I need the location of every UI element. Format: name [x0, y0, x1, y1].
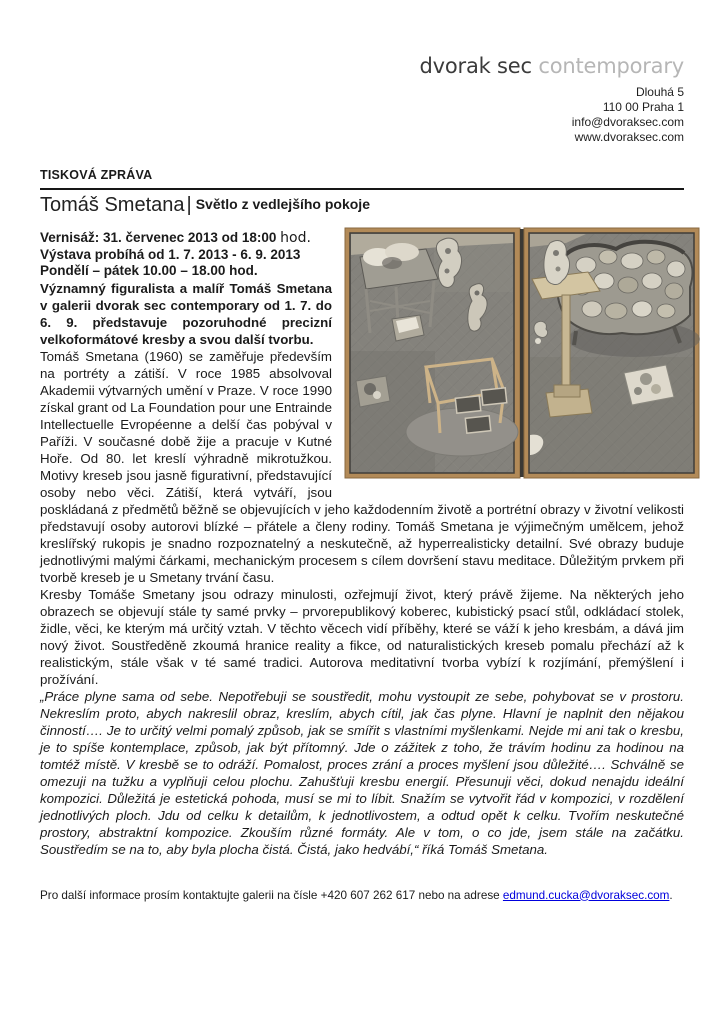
logo-secondary-text: contemporary: [538, 54, 684, 78]
contact-email-link[interactable]: edmund.cucka@dvoraksec.com: [502, 888, 670, 902]
title-separator: |: [186, 194, 192, 216]
gallery-address: [40, 85, 684, 145]
header-rule: [40, 188, 684, 190]
gallery-header: [40, 0, 684, 145]
artist-quote-paragraph: „Práce plyne sama od sebe. Nepotřebuji se soustředit, mohu vystoupit ze sebe, pohybovat se v prostoru. Nekreslím proto, abych nakreslil obraz, kreslím, abych cítil, jak čas plyne. Hlavní je naplnit den nějakou činností…. Je to určitý velmi pomalý způsob, jak se smířit s vlastními myšlenkami. Nejde mi ani tak o kresbu, je to spíše kontemplace, způsob, jak být přítomný. Jde o zážitek z toho, že trávím hodinu za hodinou na tomtéž místě. V kresbě se to odráží. Pomalost, proces zrání a proces myšlení jsou důležité…. Schválně se omezuji na tužku a vyplňuji celou plochu. Zahušťuji kresbu energií. Přesunuji věci, dokud nenajdu ideální kompozici. Důležitá je estetická pohoda, musí se mi to líbit. Snažím se vytvořit řád v kompozici, v rozdělení jednotlivých ploch. Jdu od celku k detailům, k jednotlivostem, a odtud opět k celku. Tvořím neskutečné prostory, abstraktní kompozice. Zkouším různé formáty. Ale v tom, o co jde, jsem stále na začátku. Soustředím se na to, aby byla plocha čistá. Čistá, jako hedvábí,“ říká Tomáš Smetana.: [40, 688, 684, 857]
reflection-paragraph: Kresby Tomáše Smetany jsou odrazy minulosti, ozřejmují život, který právě žijeme. Na některých jeho obrazech se objevují stále ty samé prvky – prvorepublikový koberec, kubistický psací stůl, odkládací stolek, židle, věci, ke kterým má určitý vztah. V těchto věcech vidí příběhy, které se váží k jeho kresbám, a dává jim nový život. Soustředěně zkoumá hranice reality a fikce, od naturalistických kreseb pomalu přechází až k realistickým, stále však v té samé tradici. Autorova meditativní tvorba vybízí k rozjímání, přemýšlení i prožívání.: [40, 586, 684, 687]
artwork-image: [344, 227, 700, 479]
exhibition-title: [40, 194, 684, 217]
vernissage-unit: hod.: [280, 230, 311, 246]
address-city: 110 00 Praha 1: [602, 100, 684, 114]
left-panel: [345, 228, 520, 478]
address-email: info@dvoraksec.com: [571, 115, 684, 129]
vernissage-text: Vernisáž: 31. červenec 2013 od 18:00: [40, 230, 281, 245]
press-release-label: TISKOVÁ ZPRÁVA: [40, 168, 153, 182]
artist-name: Tomáš Smetana: [40, 194, 185, 216]
panel-seam: [520, 229, 524, 477]
right-panel: [524, 228, 700, 478]
duration-line: Výstava probíhá od 1. 7. 2013 - 6. 9. 2013: [40, 246, 301, 262]
address-street: Dlouhá 5: [635, 85, 684, 99]
opening-hours-line: Pondělí – pátek 10.00 – 18.00 hod.: [40, 263, 258, 278]
logo-primary-text: dvorak sec: [419, 54, 532, 78]
exhibition-name: Světlo z vedlejšího pokoje: [195, 196, 370, 212]
bio-paragraph: Tomáš Smetana (1960) se zaměřuje především na portréty a zátiší. V roce 1985 absolvoval Akademii výtvarných umění v Praze. V roce 1990 získal grant od La Foundation pour une Entrainde Intellectuelle Evropéenne a delší čas pobýval v Paříži. V současné době žije a pracuje v Kutné Hoře. Od 80. let kreslí výhradně mikrotužkou. Motivy kreseb jsou jasně figurativní, představující osoby nebo věci. Zátiší, která vytváří, jsou poskládaná z předmětů běžně se objevujících v jeho každodenním životě a portrétní obrazy v životní velikosti představují osoby autorovi blízké – přátele a členy rodiny. Tomáš Smetana je výjimečným umělcem, jehož kreslířský rukopis je snadno rozpoznatelný a neskutečně, až hyperrealisticky detailní. Své obrazy buduje jednotlivými malými čárkami, mechanickým procesem s cílem dovršení stavu meditace. Důležitým prvkem při tvorbě kreseb je u Smetany trvání času.: [40, 348, 684, 585]
gallery-logo: [40, 54, 684, 78]
intro-paragraph: Významný figuralista a malíř Tomáš Smetana v galerii dvorak sec contemporary od 1. 7. do 6. 9. představuje pozoruhodné precizní velkoformátové kresby a svou další tvorbu.: [40, 280, 332, 347]
contact-suffix: .: [669, 888, 673, 902]
address-website: www.dvoraksec.com: [574, 130, 684, 144]
contact-footer: [40, 888, 684, 903]
contact-text: Pro další informace prosím kontaktujte galerii na čísle +420 607 262 617 nebo na adrese: [40, 888, 503, 902]
